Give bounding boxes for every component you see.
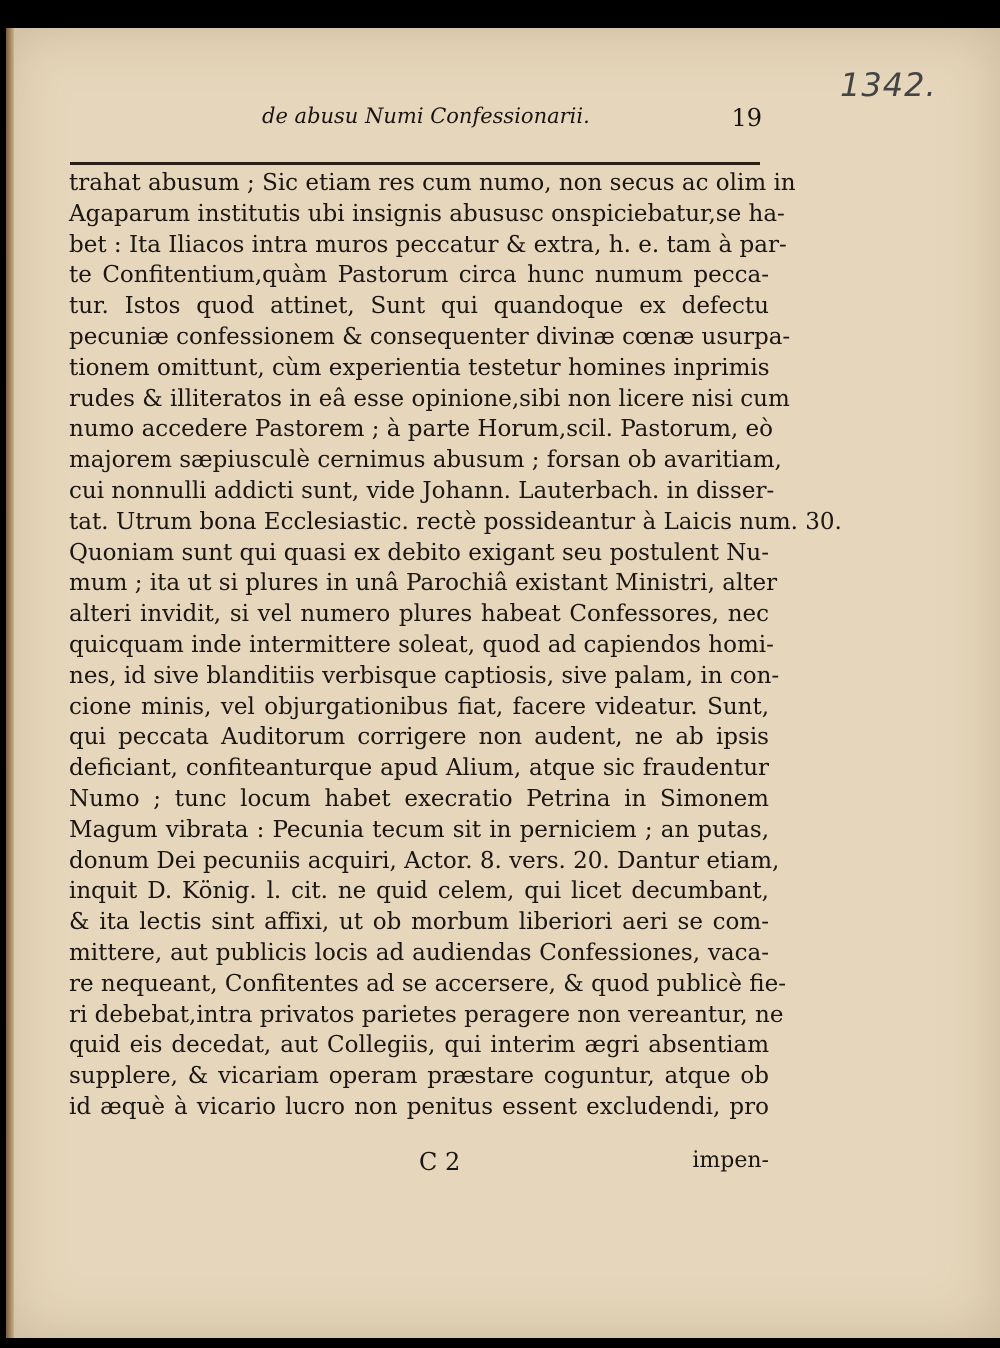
text-line: re nequeant, Confitentes ad se accersere, & quod publicè fie- xyxy=(69,970,787,997)
text-line: deficiant, confiteanturque apud Alium, atque sic fraudentur xyxy=(69,755,769,782)
body-text xyxy=(69,168,842,1123)
text-line: trahat abusum ; Sic etiam res cum numo, non secus ac olim in xyxy=(69,170,796,196)
text-line: bet : Ita Iliacos intra muros peccatur & extra, h. e. tam à par- xyxy=(69,231,787,258)
handwritten-folio-note: 1342. xyxy=(840,66,937,104)
text-line: quid eis decedat, aut Collegiis, qui interim ægri absentiam xyxy=(69,1032,769,1059)
text-line: te Confitentium,quàm Pastorum circa hunc numum pecca- xyxy=(69,262,769,289)
text-line: Numo ; tunc locum habet execratio Petrina in Simonem xyxy=(69,785,769,812)
page-number: 19 xyxy=(731,104,762,132)
text-line: ri debebat,intra privatos parietes peragere non vereantur, ne xyxy=(69,1001,784,1028)
text-line: inquit D. König. l. cit. ne quid celem, qui licet decumbant, xyxy=(69,878,769,905)
text-line: nes, id sive blanditiis verbisque captiosis, sive palam, in con- xyxy=(69,662,780,689)
text-line: cui nonnulli addicti sunt, vide Johann. Lauterbach. in disser- xyxy=(69,477,775,504)
text-line: id æquè à vicario lucro non penitus essent excludendi, pro xyxy=(69,1093,769,1120)
header-rule xyxy=(70,162,760,165)
text-line: mittere, aut publicis locis ad audiendas Confessiones, vaca- xyxy=(69,939,769,966)
text-line: Agaparum institutis ubi insignis abususc onspiciebatur,se ha- xyxy=(69,200,785,227)
text-line: majorem sæpiusculè cernimus abusum ; forsan ob avaritiam, xyxy=(69,447,782,474)
page-footer xyxy=(69,1148,769,1180)
text-line: Quoniam sunt qui quasi ex debito exigant seu postulent Nu- xyxy=(69,539,769,566)
text-line: & ita lectis sint affixi, ut ob morbum liberiori aeri se com- xyxy=(69,909,769,936)
text-line: quicquam inde intermittere soleat, quod ad capiendos homi- xyxy=(69,631,774,658)
text-line: qui peccata Auditorum corrigere non audent, ne ab ipsis xyxy=(69,724,769,751)
text-line: cione minis, vel objurgationibus fiat, facere videatur. Sunt, xyxy=(69,693,769,720)
text-line: supplere, & vicariam operam præstare coguntur, atque ob xyxy=(69,1063,769,1090)
text-line: tat. Utrum bona Ecclesiastic. rectè possideantur à Laicis num. 30. xyxy=(69,508,842,535)
signature-mark: C 2 xyxy=(419,1148,461,1176)
text-line: donum Dei pecuniis acquiri, Actor. 8. vers. 20. Dantur etiam, xyxy=(69,847,780,874)
text-line: mum ; ita ut si plures in unâ Parochiâ existant Ministri, alter xyxy=(69,570,778,597)
text-line: alteri invidit, si vel numero plures habeat Confessores, nec xyxy=(69,601,769,628)
page-binding-edge xyxy=(6,28,14,1338)
text-line: Magum vibrata : Pecunia tecum sit in perniciem ; an putas, xyxy=(69,816,769,843)
text-line: tur. Istos quod attinet, Sunt qui quandoque ex defectu xyxy=(69,293,769,320)
catchword: impen- xyxy=(692,1148,769,1173)
running-title: de abusu Numi Confessionarii. xyxy=(262,104,590,128)
text-line: rudes & illiteratos in eâ esse opinione,sibi non licere nisi cum xyxy=(69,385,790,412)
text-line: numo accedere Pastorem ; à parte Horum,scil. Pastorum, eò xyxy=(69,416,773,443)
text-line: pecuniæ confessionem & consequenter divinæ cœnæ usurpa- xyxy=(69,323,791,350)
page-header xyxy=(262,104,762,144)
text-line: tionem omittunt, cùm experientia testetur homines inprimis xyxy=(69,354,770,381)
